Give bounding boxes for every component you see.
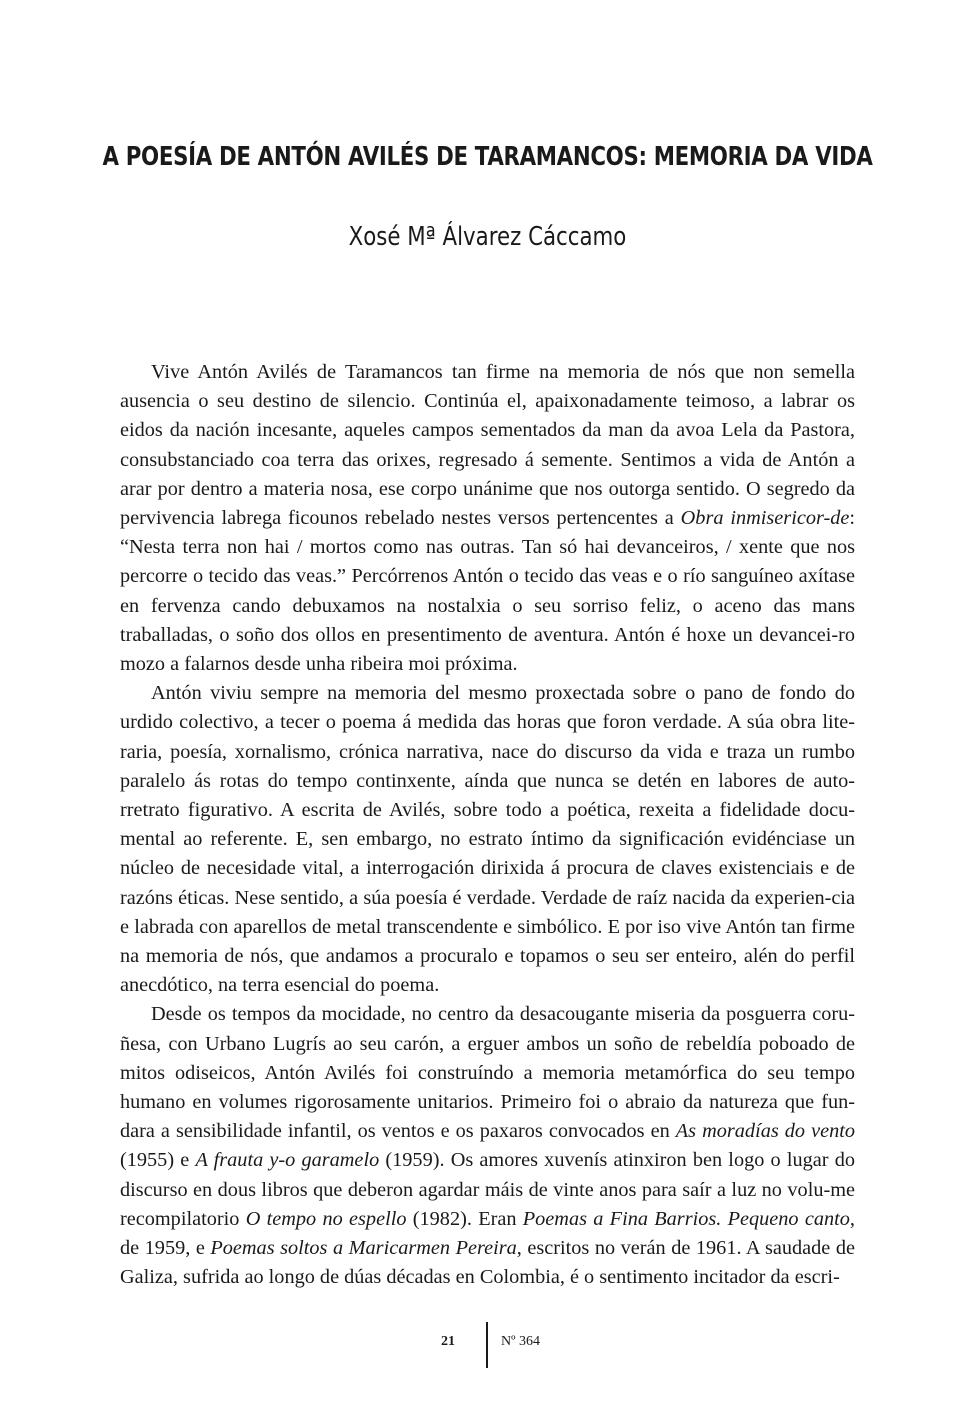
italic-title-run: Poemas soltos a Maricarmen Pereira xyxy=(210,1237,517,1260)
text-run: Antón viviu sempre na memoria del mesmo proxectada sobre o pano de fondo do urdido colectivo, a tecer o poema á medida das horas que foron verdade. A súa obra lite-raria, poesía, xornalismo, crónica narrativa, nace do discurso da vida e traza un rumbo paralelo ás rotas do tempo continxente, aínda que nunca se detén en labores de auto-rretrato figurativo. A escrita de Avilés, sobre todo a poética, rexeita a fidelidade docu-mental ao referente. E, sen embargo, no estrato íntimo da significación evidénciase un núcleo de necesidade vital, a interrogación dirixida á procura de claves existenciais e de razóns éticas. Nese sentido, a súa poesía é verdade. Verdade de raíz nacida da experien-cia e labrada con aparellos de metal transcendente e simbólico. E por iso vive Antón tan firme na memoria de nós, que andamos a procuralo e topamos o seu ser enteiro, alén do perfil anecdótico, na terra esencial do poema. xyxy=(120,682,855,997)
footer-divider xyxy=(486,1322,488,1368)
paragraph-1 xyxy=(120,358,855,679)
text-run: , de 1959, e xyxy=(120,1207,855,1260)
text-run: Vive Antón Avilés de Taramancos tan firme na memoria de nós que non semella ausencia o seu destino de silencio. Continúa el, apaixonadamente teimoso, a labrar os eidos da nación incesante, aqueles campos sementados da man da avoa Lela da Pastora, consubstanciado coa terra das orixes, regresado á semente. Sentimos a vida de Antón a arar por dentro a materia nosa, ese corpo unánime que nos outorga sentido. O segredo da pervivencia labrega ficounos rebelado nestes versos pertencentes a xyxy=(120,361,855,530)
italic-title-run: A frauta y-o garamelo xyxy=(195,1149,380,1172)
text-run: : “Nesta terra non hai / mortos como nas outras. Tan só hai devanceiros, / xente que nos percorre o tecido das veas.” Percórrenos Antón o tecido das veas e o río sanguíneo axítase en fervenza cando debuxamos na nostalxia o seu sorriso feliz, o aceno das mans traballadas, o soño dos ollos en presentimento de aventura. Antón é hoxe un devancei-ro mozo a falarnos desde unha ribeira moi próxima. xyxy=(120,507,855,676)
page-footer xyxy=(0,1322,975,1372)
text-run: , escritos no verán de 1961. A saudade de Galiza, sufrida ao longo de dúas décadas en Colombia, é o sentimento incitador da escri- xyxy=(120,1237,855,1289)
italic-title-run: Poemas a Fina Barrios. Pequeno canto xyxy=(522,1207,850,1230)
italic-title-run: As moradías do vento xyxy=(675,1120,856,1143)
text-run: Desde os tempos da mocidade, no centro da desacougante miseria da posguerra coru-ñesa, con Urbano Lugrís ao seu carón, a erguer ambos un soño de rebeldía poboado de mitos odiseicos, Antón Avilés foi construíndo a memoria metamórfica do seu tempo humano en volumes rigorosamente unitarios. Primeiro foi o abraio da natureza que fun-dara a sensibilidade infantil, os ventos e os paxaros convocados en xyxy=(120,1003,855,1143)
paragraph-3 xyxy=(120,1000,855,1292)
article-author: Xosé Mª Álvarez Cáccamo xyxy=(348,222,627,252)
text-run: (1955) e xyxy=(120,1149,196,1172)
text-run: (1982). Eran xyxy=(406,1207,523,1230)
article-body xyxy=(120,358,855,1293)
italic-title-run: O tempo no espello xyxy=(245,1207,407,1230)
article-title: A POESÍA DE ANTÓN AVILÉS DE TARAMANCOS: MEMORIA DA VIDA xyxy=(102,142,873,172)
page-number: 21 xyxy=(441,1334,455,1349)
issue-number: Nº 364 xyxy=(501,1334,540,1349)
italic-title-run: Obra inmisericor-de xyxy=(680,507,850,530)
paragraph-2 xyxy=(120,679,855,1000)
text-run: (1959). Os amores xuvenís atinxiron ben logo o lugar do discurso en dous libros que deberon agardar máis de vinte anos para saír a luz no volu-me recompilatorio xyxy=(120,1149,855,1230)
